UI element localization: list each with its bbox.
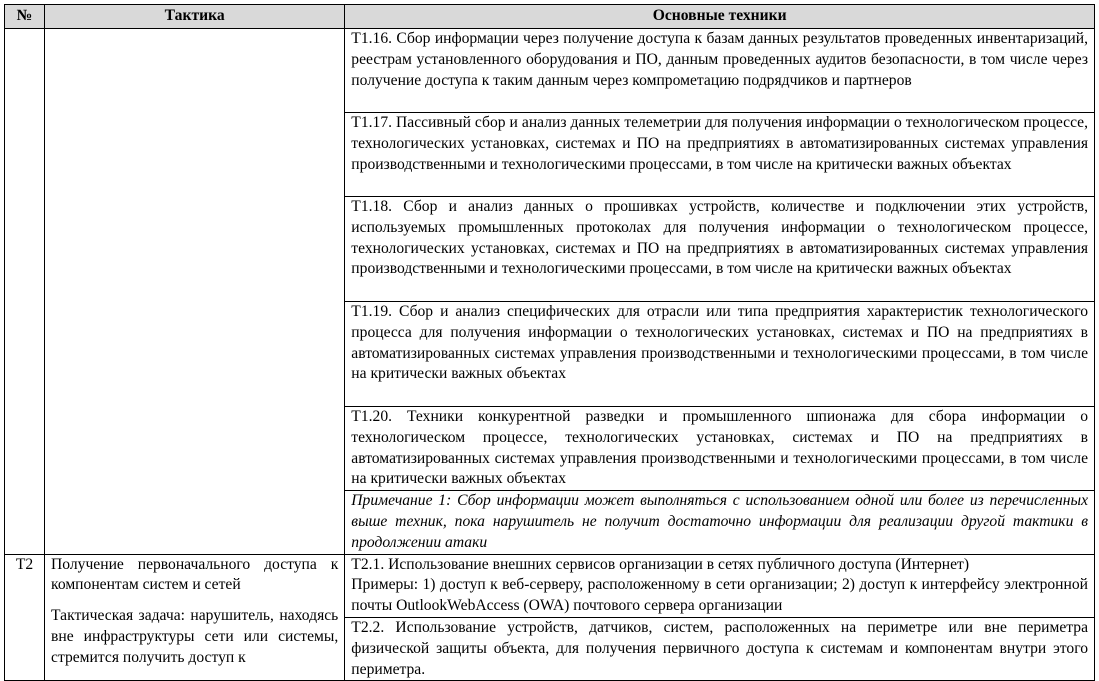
technique-t1-17: Т1.17. Пассивный сбор и анализ данных телеметрии для получения информации о технологическом процессе, технологических установках, системах и ПО на предприятиях в автоматизированных системах управления производственными и технологическими процессами, в том числе на критически важных объектах: [345, 113, 1095, 197]
technique-t1-16: Т1.16. Сбор информации через получение доступа к базам данных результатов проведенных инвентаризаций, реестрам установленного оборудования и ПО, данным проведенных аудитов безопасности, в том числе через получение доступа к таким данным через компрометацию подрядчиков и партнеров: [345, 29, 1095, 113]
header-num: №: [5, 5, 45, 29]
technique-t2-2: Т2.2. Использование устройств, датчиков, систем, расположенных на периметре или вне периметра физической защиты объекта, для получения первичного доступа к системам и компонентам внутри этого периметра.: [345, 617, 1095, 680]
table-row: [5, 554, 1095, 617]
t1-num-cell: [5, 29, 45, 555]
t2-num-cell: Т2: [5, 554, 45, 681]
t1-tactic-cell: [45, 29, 345, 555]
t2-tactic-title: Получение первоначального доступа к компонентам систем и сетей: [51, 555, 339, 594]
technique-t1-20: Т1.20. Техники конкурентной разведки и промышленного шпионажа для сбора информации о технологическом процессе, технологических установках, системах и ПО на предприятиях в автоматизированных системах управления производственными и технологическими процессами, в том числе на критически важных объектах: [345, 407, 1095, 491]
technique-t1-18: Т1.18. Сбор и анализ данных о прошивках устройств, количестве и подключении этих устройств, используемых промышленных протоколах для получения информации о технологическом процессе, технологических установках, системах и ПО на предприятиях в автоматизированных системах управления производственными и технологическими процессами, в том числе на критически важных объектах: [345, 197, 1095, 302]
t1-note: Примечание 1: Сбор информации может выполняться с использованием одной или более из перечисленных выше техник, пока нарушитель не получит достаточно информации для реализации другой тактики в продолжении атаки: [345, 491, 1095, 554]
tactics-table: [4, 4, 1095, 681]
technique-t2-1-title: Т2.1. Использование внешних сервисов организации в сетях публичного доступа (Интернет): [351, 555, 970, 573]
table-header-row: [5, 5, 1095, 29]
technique-t1-19: Т1.19. Сбор и анализ специфических для отрасли или типа предприятия характеристик технологического процесса для получения информации о технологических установках, системах и ПО на предприятиях в автоматизированных системах управления производственными и технологическими процессами, в том числе на критически важных объектах: [345, 302, 1095, 407]
t2-tactic-cell: [45, 554, 345, 681]
technique-t2-1-examples: Примеры: 1) доступ к веб-серверу, расположенному в сети организации; 2) доступ к интерфейсу электронной почты OutlookWebAccess (OWA) почтового сервера организации: [351, 576, 1088, 615]
header-techniques: Основные техники: [345, 5, 1095, 29]
table-row: [5, 29, 1095, 113]
header-tactic: Тактика: [45, 5, 345, 29]
technique-t2-1: [345, 554, 1095, 617]
t2-tactic-task: Тактическая задача: нарушитель, находясь вне инфраструктуры сети или системы, стремится получить доступ к: [51, 607, 339, 666]
